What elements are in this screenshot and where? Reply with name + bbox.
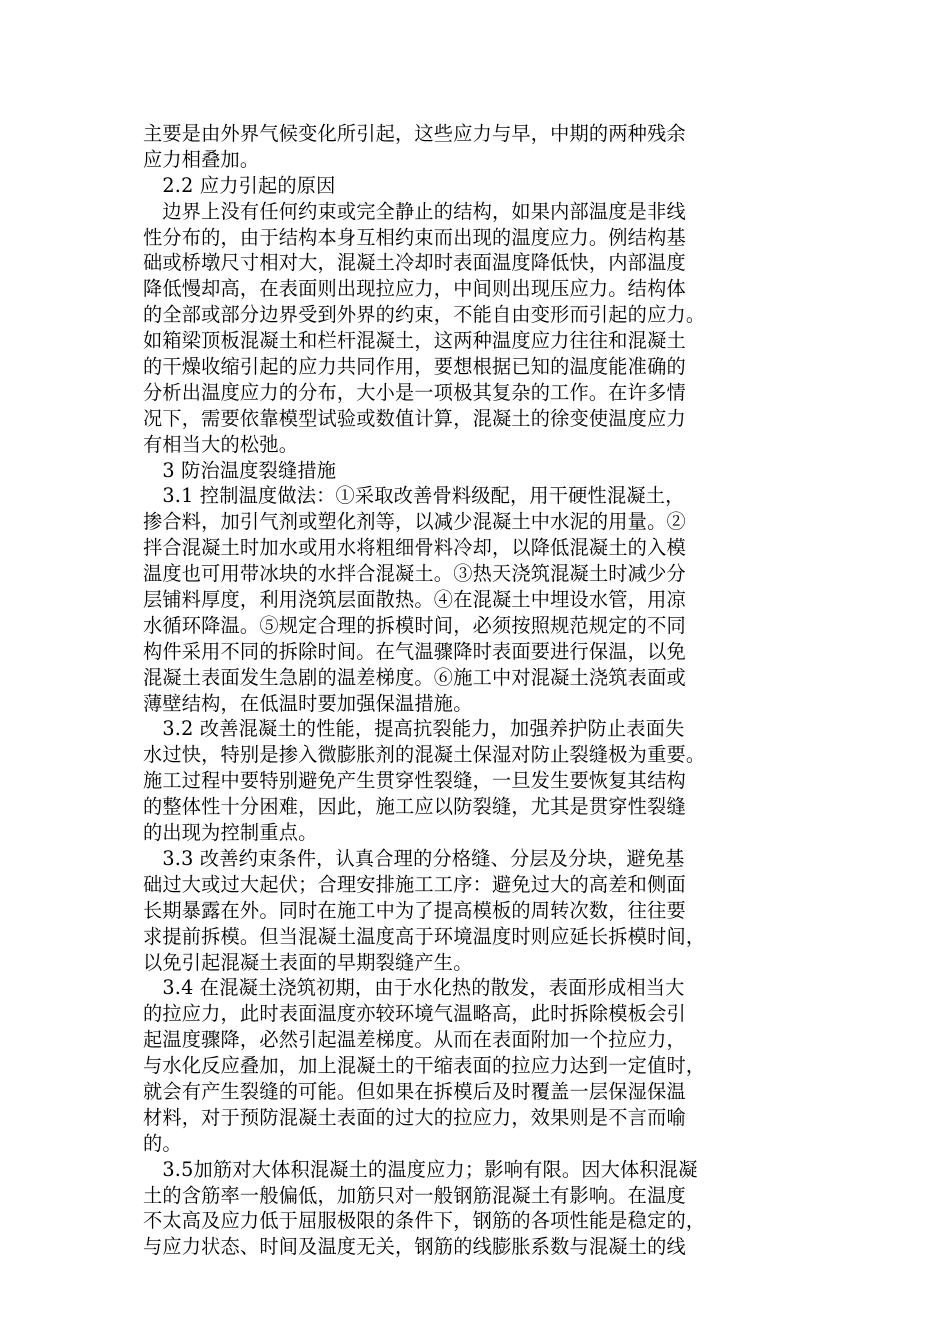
text-line: 的干燥收缩引起的应力共同作用，要想根据已知的温度能准确的 [143, 355, 686, 379]
text-line: 3.2 改善混凝土的性能，提高抗裂能力，加强养护防止表面失 [143, 717, 685, 741]
text-line: 3.5加筋对大体积混凝土的温度应力；影响有限。因大体积混凝 [143, 1157, 698, 1181]
text-line: 2.2 应力引起的原因 [143, 173, 336, 197]
text-line: 的全部或部分边界受到外界的约束，不能自由变形而引起的应力。 [143, 303, 706, 327]
text-line: 施工过程中要特别避免产生贯穿性裂缝，一旦发生要恢复其结构 [143, 769, 686, 793]
text-line: 的整体性十分困难，因此，施工应以防裂缝，尤其是贯穿性裂缝 [143, 795, 686, 819]
text-line: 材料，对于预防混凝土表面的过大的拉应力，效果则是不言而喻 [143, 1105, 686, 1129]
text-line: 的。 [143, 1131, 182, 1155]
text-line: 主要是由外界气候变化所引起，这些应力与早，中期的两种残余 [143, 122, 686, 145]
text-line: 降低慢却高，在表面则出现拉应力，中间则出现压应力。结构体 [143, 277, 686, 301]
text-line: 就会有产生裂缝的可能。但如果在拆模后及时覆盖一层保湿保温 [143, 1079, 686, 1103]
text-line: 起温度骤降，必然引起温差梯度。从而在表面附加一个拉应力， [143, 1028, 686, 1052]
text-line: 与应力状态、时间及温度无关，钢筋的线膨胀系数与混凝土的线 [143, 1235, 686, 1259]
text-line: 层铺料厚度，利用浇筑层面散热。④在混凝土中埋设水管，用凉 [143, 588, 686, 612]
text-line: 以免引起混凝土表面的早期裂缝产生。 [143, 950, 473, 974]
text-line: 边界上没有任何约束或完全静止的结构，如果内部温度是非线 [143, 199, 686, 223]
body-text [143, 121, 793, 1260]
text-line: 混凝土表面发生急剧的温差梯度。⑥施工中对混凝土浇筑表面或 [143, 665, 686, 689]
text-line: 构件采用不同的拆除时间。在气温骤降时表面要进行保温，以免 [143, 639, 686, 663]
text-line: 的拉应力，此时表面温度亦较环境气温略高，此时拆除模板会引 [143, 1002, 686, 1026]
text-line: 拌合混凝土时加水或用水将粗细骨料冷却，以降低混凝土的入模 [143, 536, 686, 560]
text-line: 3.4 在混凝土浇筑初期，由于水化热的散发，表面形成相当大 [143, 976, 685, 1000]
text-line: 土的含筋率一般偏低，加筋只对一般钢筋混凝土有影响。在温度 [143, 1183, 686, 1207]
text-line: 水过快，特别是掺入微膨胀剂的混凝土保湿对防止裂缝极为重要。 [143, 743, 706, 767]
text-line: 温度也可用带冰块的水拌合混凝土。③热天浇筑混凝土时减少分 [143, 562, 686, 586]
text-line: 分析出温度应力的分布，大小是一项极其复杂的工作。在许多情 [143, 380, 686, 404]
text-line: 础过大或过大起伏；合理安排施工工序：避免过大的高差和侧面 [143, 872, 686, 896]
text-line: 3.1 控制温度做法：①采取改善骨料级配，用干硬性混凝土， [143, 484, 685, 508]
text-line: 应力相叠加。 [143, 147, 260, 171]
text-line: 与水化反应叠加，加上混凝土的干缩表面的拉应力达到一定值时， [143, 1054, 706, 1078]
text-line: 掺合料，加引气剂或塑化剂等，以减少混凝土中水泥的用量。② [143, 510, 686, 534]
text-line: 不太高及应力低于屈服极限的条件下，钢筋的各项性能是稳定的， [143, 1209, 706, 1233]
text-line: 水循环降温。⑤规定合理的拆模时间，必须按照规范规定的不同 [143, 613, 686, 637]
text-line: 况下，需要依靠模型试验或数值计算，混凝土的徐变使温度应力 [143, 406, 686, 430]
text-line: 长期暴露在外。同时在施工中为了提高模板的周转次数，往往要 [143, 898, 686, 922]
text-line: 求提前拆模。但当混凝土温度高于环境温度时则应延长拆模时间， [143, 924, 706, 948]
text-line: 薄壁结构，在低温时要加强保温措施。 [143, 691, 473, 715]
text-line: 如箱梁顶板混凝土和栏杆混凝土，这两种温度应力往往和混凝土 [143, 329, 686, 353]
text-line: 3.3 改善约束条件，认真合理的分格缝、分层及分块，避免基 [143, 846, 685, 870]
text-line: 3 防治温度裂缝措施 [143, 458, 337, 482]
text-line: 的出现为控制重点。 [143, 821, 318, 845]
text-line: 础或桥墩尺寸相对大，混凝土冷却时表面温度降低快，内部温度 [143, 251, 686, 275]
text-line: 有相当大的松弛。 [143, 432, 299, 456]
text-line: 性分布的，由于结构本身互相约束而出现的温度应力。例结构基 [143, 225, 686, 249]
